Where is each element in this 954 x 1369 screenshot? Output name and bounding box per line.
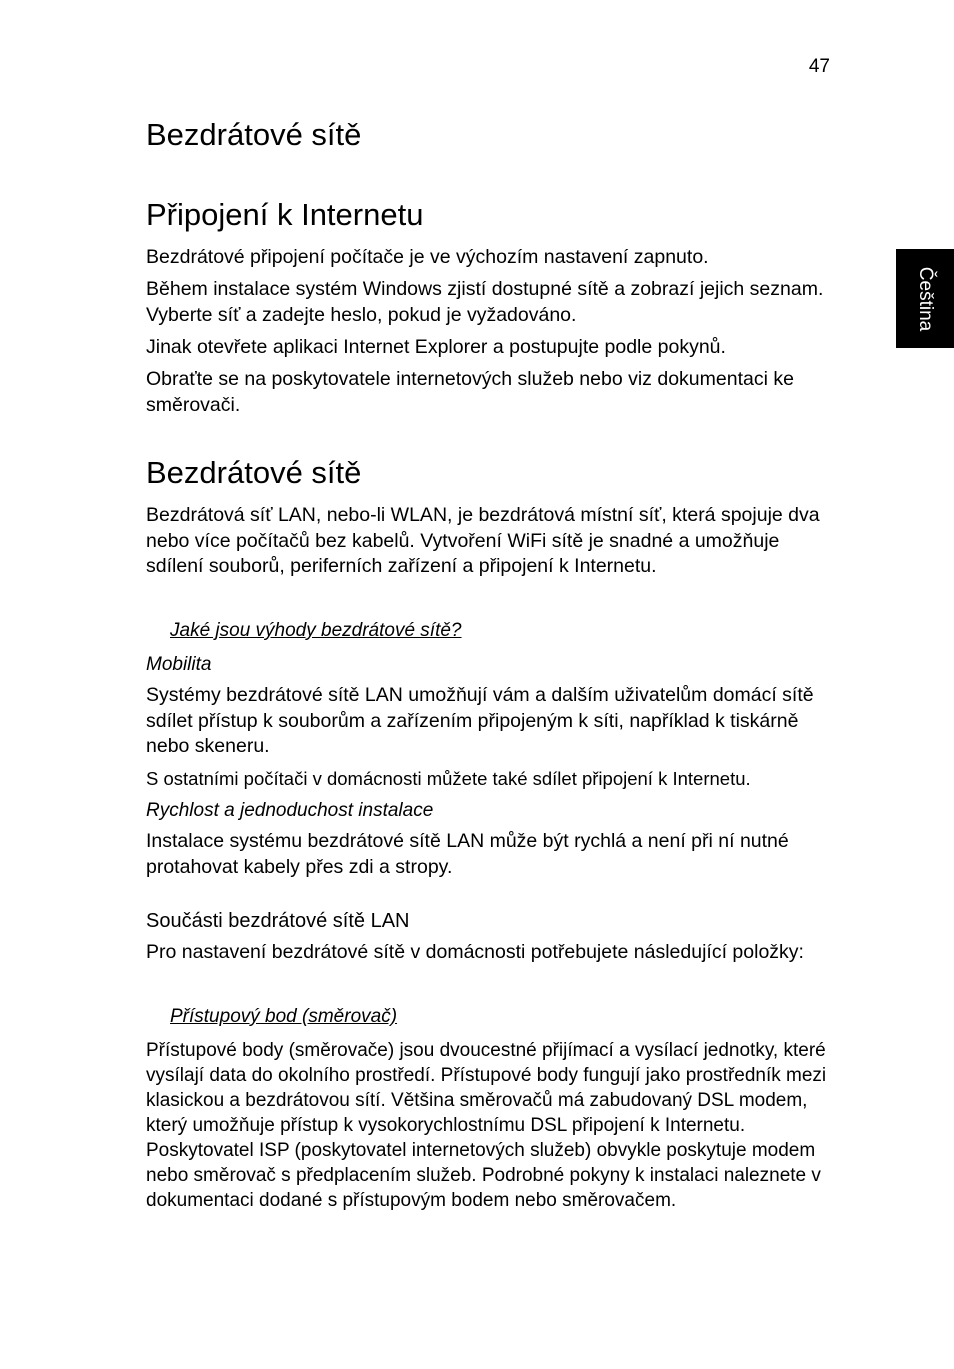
paragraph: Bezdrátové připojení počítače je ve výchozím nastavení zapnuto. bbox=[146, 246, 709, 268]
paragraph: S ostatními počítači v domácnosti můžete také sdílet připojení k Internetu. bbox=[146, 768, 751, 789]
access-point-link[interactable]: Přístupový bod (směrovač) bbox=[170, 1006, 398, 1027]
language-tab bbox=[896, 249, 954, 348]
paragraph: Bezdrátová síť LAN, nebo-li WLAN, je bezdrátová místní síť, která spojuje dva nebo více počítačů bez kabelů. Vytvoření WiFi sítě je snadné a umožňuje sdílení souborů, periferních zařízení a připojení k Internetu. bbox=[146, 504, 820, 577]
section-title-components: Součásti bezdrátové sítě LAN bbox=[146, 910, 410, 932]
section-title-internet: Připojení k Internetu bbox=[146, 197, 424, 232]
chapter-title: Bezdrátové sítě bbox=[146, 117, 362, 152]
paragraph: Obraťte se na poskytovatele internetových služeb nebo viz dokumentaci ke směrovači. bbox=[146, 368, 794, 416]
benefits-link[interactable]: Jaké jsou výhody bezdrátové sítě? bbox=[170, 620, 462, 641]
paragraph: Pro nastavení bezdrátové sítě v domácnosti potřebujete následující položky: bbox=[146, 941, 804, 963]
subheading-mobility: Mobilita bbox=[146, 654, 212, 675]
paragraph: Instalace systému bezdrátové sítě LAN může být rychlá a není při ní nutné protahovat kabely přes zdi a stropy. bbox=[146, 830, 789, 878]
section-title-wireless: Bezdrátové sítě bbox=[146, 455, 362, 490]
paragraph: Během instalace systém Windows zjistí dostupné sítě a zobrazí jejich seznam. Vyberte síť a zadejte heslo, pokud je vyžadováno. bbox=[146, 278, 824, 326]
subheading-speed: Rychlost a jednoduchost instalace bbox=[146, 800, 434, 821]
paragraph: Jinak otevřete aplikaci Internet Explorer a postupujte podle pokynů. bbox=[146, 336, 726, 358]
paragraph: Systémy bezdrátové sítě LAN umožňují vám a dalším uživatelům domácí sítě sdílet přístup k souborům a zařízením připojeným k síti, například k tiskárně nebo skeneru. bbox=[146, 684, 814, 757]
paragraph: Přístupové body (směrovače) jsou dvoucestné přijímací a vysílací jednotky, které vysílají data do okolního prostředí. Přístupové body fungují jako prostředník mezi klasickou a bezdrátovou sítí. Většina směrovačů má zabudovaný DSL modem, který umožňuje přístup k vysokorychlostnímu DSL připojení k Internetu. Poskytovatel ISP (poskytovatel internetových služeb) obvykle poskytuje modem nebo směrovač s předplacením služeb. Podrobné pokyny k instalaci naleznete v dokumentaci dodané s přístupovým bodem nebo směrovačem. bbox=[146, 1040, 827, 1211]
page-number: 47 bbox=[808, 56, 830, 77]
language-tab-label: Čeština bbox=[915, 266, 936, 332]
